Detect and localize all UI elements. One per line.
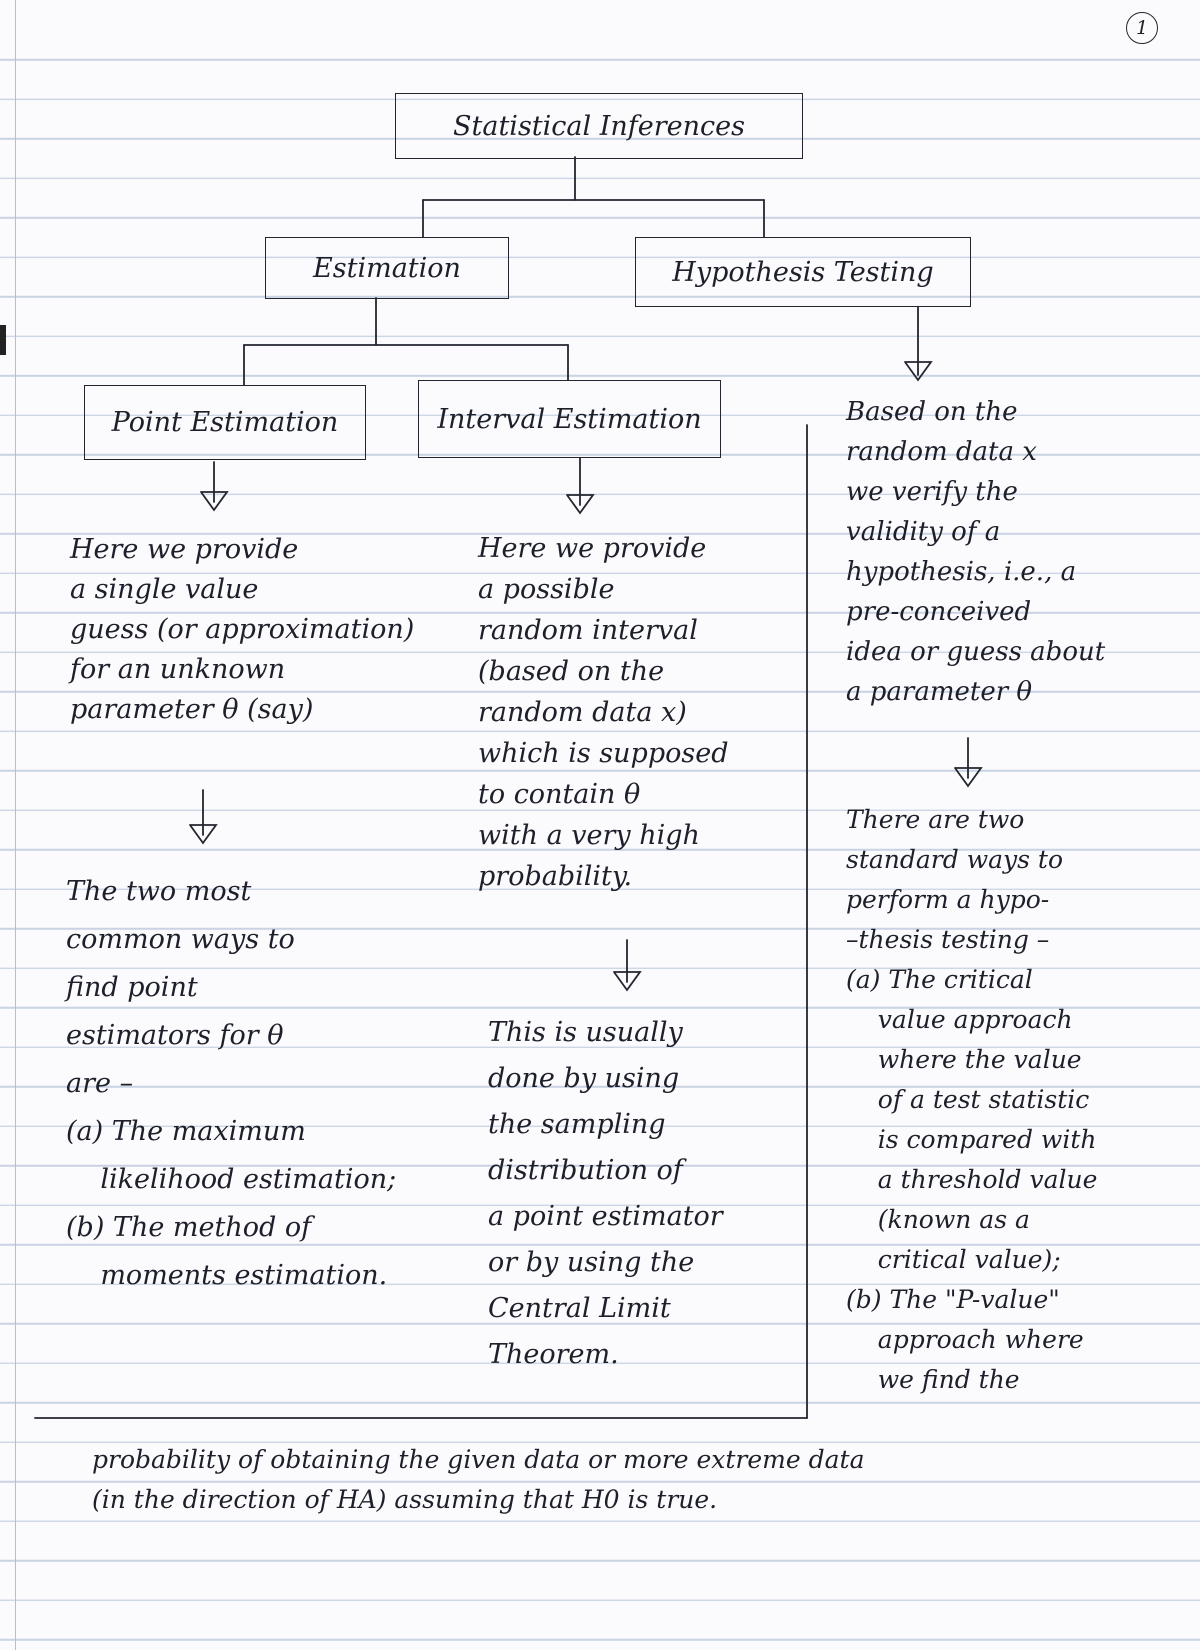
node-hypothesis-testing — [635, 237, 971, 307]
hypothesis-testing-continuation: probability of obtaining the given data or more extreme data (in the direction of HA) assuming that H0 is true. — [92, 1445, 865, 1514]
root-node-label: Statistical Inferences — [453, 110, 745, 142]
node-point-estimation — [84, 385, 366, 460]
node-point-estimation-label: Point Estimation — [111, 407, 339, 438]
node-hypothesis-testing-label: Hypothesis Testing — [672, 256, 934, 288]
interval-estimation-description: Here we provide a possible random interval (based on the random data x) which is supposed to contain θ with a very high probability. — [478, 533, 729, 892]
page-number-text: 1 — [1135, 17, 1149, 39]
hypothesis-testing-description: Based on the random data x we verify the validity of a hypothesis, i.e., a pre-conceived idea or guess about a parameter θ — [846, 397, 1106, 707]
root-node-statistical-inferences — [395, 93, 803, 159]
point-estimation-description: Here we provide a single value guess (or approximation) for an unknown parameter θ (say) — [70, 534, 415, 725]
node-interval-estimation — [418, 380, 721, 458]
interval-estimation-method: This is usually done by using the sampling distribution of a point estimator or by using the Central Limit Theorem. — [488, 1017, 723, 1370]
point-estimation-methods: The two most common ways to find point estimators for θ are – (a) The maximum likelihood estimation; (b) The method of moments estimation. — [66, 876, 397, 1291]
node-interval-estimation-label: Interval Estimation — [437, 403, 702, 435]
node-estimation — [265, 237, 509, 299]
node-estimation-label: Estimation — [313, 252, 461, 284]
page-number — [1126, 12, 1158, 44]
hypothesis-testing-approaches: There are two standard ways to perform a hypo- –thesis testing – (a) The critical value approach where the value of a test statistic is compared with a threshold value (known as a critical value); (b) The "P-value" approach where we find the — [846, 805, 1098, 1394]
